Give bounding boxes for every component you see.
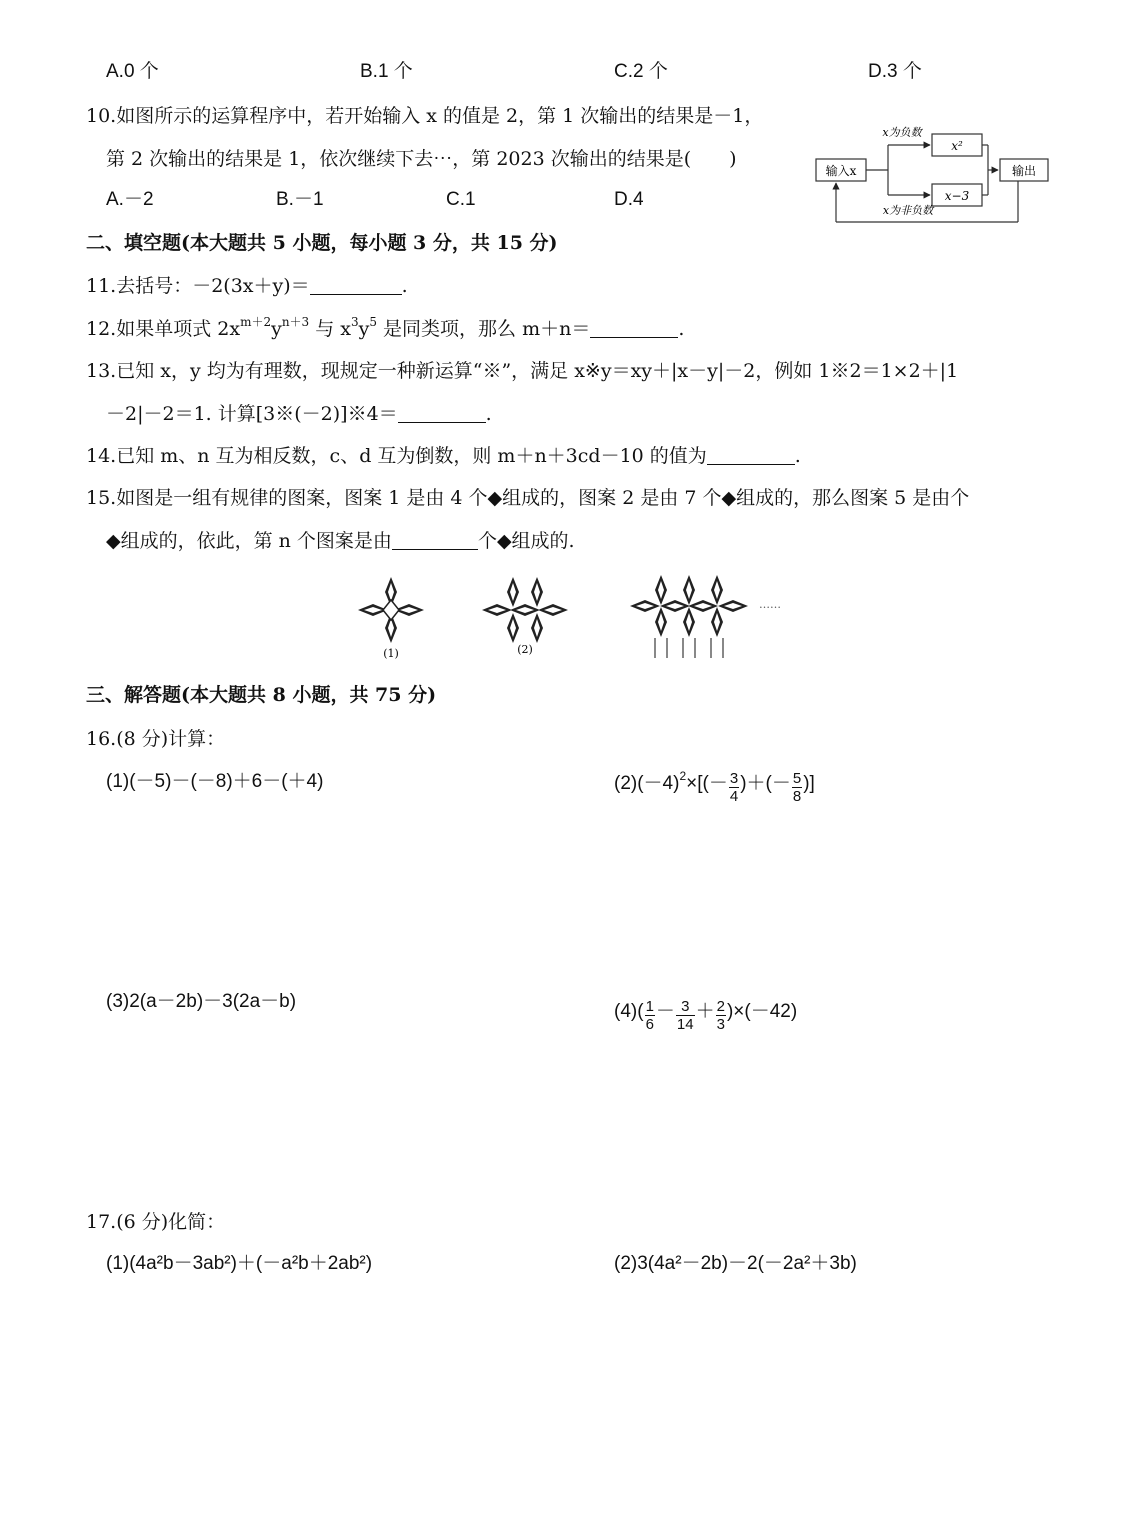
q17-part1: (1)(4a²b－3ab²)＋(－a²b＋2ab²)	[106, 1253, 373, 1274]
q15-line2	[106, 529, 575, 553]
answer-blank[interactable]	[392, 531, 478, 550]
q16p2-text2: ×[(－	[686, 773, 728, 794]
q10-option-d: D.4	[614, 189, 644, 210]
q12-text2: 与 x	[309, 318, 351, 340]
numerator: 2	[716, 998, 725, 1015]
numerator: 1	[645, 998, 654, 1015]
q9-option-d: D.3 个	[868, 61, 922, 82]
flow-neg-label: x为负数	[882, 126, 922, 139]
q16p4-text2: －	[655, 1001, 675, 1022]
q12-exp2: n＋3	[281, 315, 310, 329]
denominator: 6	[645, 1016, 654, 1033]
q16p2-exp: 2	[679, 769, 687, 783]
q12-exp1: m＋2	[240, 315, 272, 329]
q14-text: 14.已知 m、n 互为相反数，c、d 互为倒数，则 m＋n＋3cd－10 的值为	[86, 445, 707, 467]
pattern-1	[358, 577, 424, 643]
q10-line2: 第 2 次输出的结果是 1，依次继续下去⋯，第 2023 次输出的结果是( )	[106, 148, 737, 170]
q9-option-b: B.1 个	[360, 61, 413, 82]
q13-line2	[106, 402, 492, 426]
q16-part1: (1)(－5)－(－8)＋6－(＋4)	[106, 771, 324, 792]
q17-part2: (2)3(4a²－2b)－2(－2a²＋3b)	[614, 1253, 857, 1274]
fraction	[792, 770, 802, 805]
q11-text: 11.去括号：－2(3x＋y)＝	[86, 275, 310, 297]
fraction	[729, 770, 739, 805]
pattern-2	[482, 577, 568, 643]
q10-option-b: B.－1	[276, 189, 324, 210]
q14-end: .	[794, 445, 801, 467]
numerator: 3	[729, 770, 739, 787]
answer-blank[interactable]	[398, 404, 486, 423]
denominator: 4	[729, 788, 739, 805]
diamond-pattern-figure	[355, 570, 795, 662]
q14	[86, 444, 801, 468]
q10-option-c: C.1	[446, 189, 476, 210]
q11	[86, 274, 408, 298]
section3-title: 三、解答题(本大题共 8 小题，共 75 分)	[86, 684, 437, 706]
q12-text: 12.如果单项式 2x	[86, 318, 241, 340]
fraction	[676, 998, 695, 1033]
q16-title: 16.(8 分)计算：	[86, 728, 226, 750]
q16p4-text: (4)(	[614, 1001, 644, 1022]
q16p2-text3: )＋(－	[740, 773, 791, 794]
q16p2-text: (2)(－4)	[614, 773, 680, 794]
q9-option-a: A.0 个	[106, 61, 159, 82]
flow-square-label: x²	[951, 139, 963, 153]
numerator: 5	[792, 770, 802, 787]
q13-end: .	[485, 403, 492, 425]
pattern-ellipsis: ……	[759, 598, 781, 611]
q16p4-text3: ＋	[695, 1001, 715, 1022]
q11-end: .	[401, 275, 408, 297]
pattern-2-label: (2)	[517, 643, 533, 656]
q16p4-text4: )×(－42)	[726, 1001, 798, 1022]
q17-title: 17.(6 分)化简：	[86, 1211, 226, 1233]
q15-line1: 15.如图是一组有规律的图案，图案 1 是由 4 个◆组成的，图案 2 是由 7 个◆组成的，那么图案 5 是由个	[86, 487, 970, 509]
pattern-3	[630, 575, 748, 658]
flow-minus3-label: x−3	[944, 189, 970, 203]
q12-exp3: 3	[350, 315, 359, 329]
flowchart-diagram	[808, 118, 1058, 230]
q13-text: －2|－2＝1. 计算[3※(－2)]※4＝	[106, 403, 398, 425]
q10-line1: 10.如图所示的运算程序中，若开始输入 x 的值是 2，第 1 次输出的结果是－1，	[86, 105, 764, 127]
answer-blank[interactable]	[310, 276, 402, 295]
denominator: 8	[792, 788, 802, 805]
q13-line1: 13.已知 x，y 均为有理数，现规定一种新运算“※”，满足 x※y＝xy＋|x－y|－2，例如 1※2＝1×2＋|1	[86, 360, 959, 382]
q15-text: ◆组成的，依此，第 n 个图案是由	[106, 530, 392, 552]
q12-var: y	[271, 318, 282, 340]
answer-blank[interactable]	[590, 319, 678, 338]
denominator: 14	[676, 1016, 694, 1033]
q12-end: .	[678, 318, 685, 340]
section2-title: 二、填空题(本大题共 5 小题，每小题 3 分，共 15 分)	[86, 232, 558, 254]
fraction	[716, 998, 726, 1033]
flow-input-label: 输入x	[825, 164, 857, 178]
q9-option-c: C.2 个	[614, 61, 668, 82]
numerator: 3	[676, 998, 695, 1016]
flow-output-label: 输出	[1011, 164, 1037, 178]
q15-end: 个◆组成的.	[477, 530, 575, 552]
q12-var2: y	[358, 318, 370, 340]
q16-part4	[614, 998, 797, 1033]
q12	[86, 317, 684, 341]
answer-blank[interactable]	[707, 446, 795, 465]
q16-part3: (3)2(a－2b)－3(2a－b)	[106, 991, 297, 1012]
q12-exp4: 5	[369, 315, 377, 329]
q16p2-text4: )]	[803, 773, 815, 794]
fraction	[645, 998, 655, 1033]
flow-nonneg-label: x为非负数	[882, 204, 934, 217]
q10-option-a: A.－2	[106, 189, 154, 210]
pattern-1-label: (1)	[383, 647, 399, 660]
denominator: 3	[716, 1016, 725, 1033]
q12-text3: 是同类项，那么 m＋n＝	[377, 318, 591, 340]
q16-part2	[614, 770, 815, 805]
